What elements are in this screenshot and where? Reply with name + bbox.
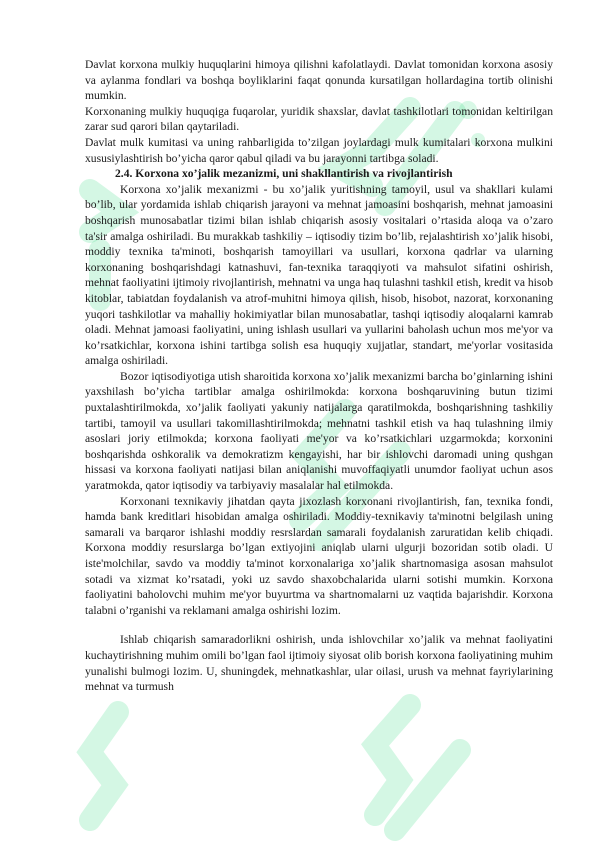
watermark-stroke — [375, 705, 410, 815]
paragraph: Korxonani texnikaviy jihatdan qayta jixozlash korxonani rivojlantirish, fan, texnika fondi, hamda bank kreditlari hisobidan amalga oshiriladi. Moddiy-texnikaviy ta'minotni belgilash uning samarali va barqaror ishlashi moddiy resrslardan samarali foydalanish zaruratidan kelib chiqadi. Korxona moddiy resurslarga bo’lgan extiyojini aniqlab ularni ulgurji bozoridan sotib oladi. U iste'molchilar, savdo va moddiy ta'minot korxonalariga xo’jalik shartnomasiga asosan mahsulot sotadi va xizmat ko’rsatadi, yoki uz savdo shaxobchalarida ularni sotishi mumkin. Korxona faoliyatini baholovchi muhim me'yor buyurtma va shartnomalarni uz vaqtida bajarishdir. Korxona talabni o’rganishi va reklamani amalga oshirishi lozim. — [85, 494, 553, 617]
paragraph: Korxonaning mulkiy huquqiga fuqarolar, yuridik shaxslar, davlat tashkilotlari tomonidan keltirilgan zarar sud qarori bilan qaytariladi. — [85, 104, 553, 134]
section-heading: 2.4. Korxona xo’jalik mezanizmi, uni shakllantirish va rivojlantirish — [115, 167, 453, 181]
paragraph-spacer — [85, 618, 553, 632]
paragraph: Ishlab chiqarish samaradorlikni oshirish, unda ishlovchilar xo’jalik va mehnat faoliyatini kuchaytirishning muhim omili bo’lgan faol ijtimoiy siyosat olib borish korxona faoliyatining muhim yunalishi bulmogi lozim. U, shuningdek, mehnatkashlar, ular oilasi, urush va mehnat fayriylarining mehnat va turmush — [85, 633, 553, 694]
paragraph: Davlat mulk kumitasi va uning rahbarligida to’zilgan joylardagi mulk kumitalari korxona mulkini xususiylashtirish bo’yicha qaror qabul qiladi va bu jarayonni tartibga soladi. — [85, 135, 553, 165]
paragraph: Korxona xo’jalik mexanizmi - bu xo’jalik yuritishning tamoyil, usul va shakllari kulami bo’lib, ular yordamida ishlab chiqarish jarayoni va mehnat jamoasini boshqarish, mehnat jamoasini boshqarish munosabatlar tizimi bilan ishlab chiqarish asosiy vositalari o’rtasida aloqa va o’zaro ta'sir amalga oshiriladi. Bu murakkab tashkiliy – iqtisodiy tizim bo’lib, rejalashtirish xo’jalik hisobi, moddiy texnika ta'minoti, boshqarish tamoyillari va usullari, korxona qadrlar va ularning korxonaning boshqarishdagi katnashuvi, fan-texnika taraqqiyoti va mahsulot sifatini oshirish, mehnat faoliyatini ijtimoiy rivojlantirish, mehnatni va unga haq tulashni tashkil etish, kredit va hisob kitoblar, tabiatdan foydalanish va atrof-muhitni himoya qilish, hisob, hisobot, nazorat, korxonaning yuqori tashkilotlar va mahalliy hokimiyatlar bilan munosabatlar, tashqi iqtisodiy aloqalarni kamrab oladi. Mehnat jamoasi faoliyatini, uning ishlash usullari va yullarini baholash uchun mos me'yor va ko’rsatkichlar, korxona ishini tartibga solish esa huquqiy xujjatlar, standart, me'yorlar vositasida amalga oshiriladi. — [85, 182, 553, 368]
document-page — [85, 57, 553, 695]
paragraph: Davlat korxona mulkiy huquqlarini himoya qilishni kafolatlaydi. Davlat tomonidan korxona asosiy va aylanma fondlari va boshqa boyliklarini faqat qonunda kursatilgan hollardagina tortib olinishi mumkin. — [85, 58, 553, 103]
watermark-stroke — [90, 712, 118, 820]
paragraph: Bozor iqtisodiyotiga utish sharoitida korxona xo’jalik mexanizmi barcha bo’ginlarning ishini yaxshilash bo’yicha tartiblar amalga oshirilmokda: korxona boshqaruvining butun tizimi puxtalashtirilmokda, xo’jalik faoliyati yakuniy natijalarga qaratilmokda, boshqarishning tashkiliy tartibi, tamoyil va usullari takomillashtirilmokda; mehnatni tashkil etish va haq tulashning ilmiy asoslari joriy etilmokda; korxona faoliyati me'yor va ko’rsatkichlari uzgarmokda; korxonini boshqarishda oshkoralik va demokratizm kengayishi, har bir ishlovchi daromadi uning qushgan hissasi va korxona faoliyati natijasi bilan aniqlanishi muvoffaqiyatli unumdor faoliyat uchun asos yaratmokda, qator iqtisodiy va tarbiyaviy masalalar hal etilmokda. — [85, 369, 553, 493]
watermark-stroke — [395, 750, 460, 830]
